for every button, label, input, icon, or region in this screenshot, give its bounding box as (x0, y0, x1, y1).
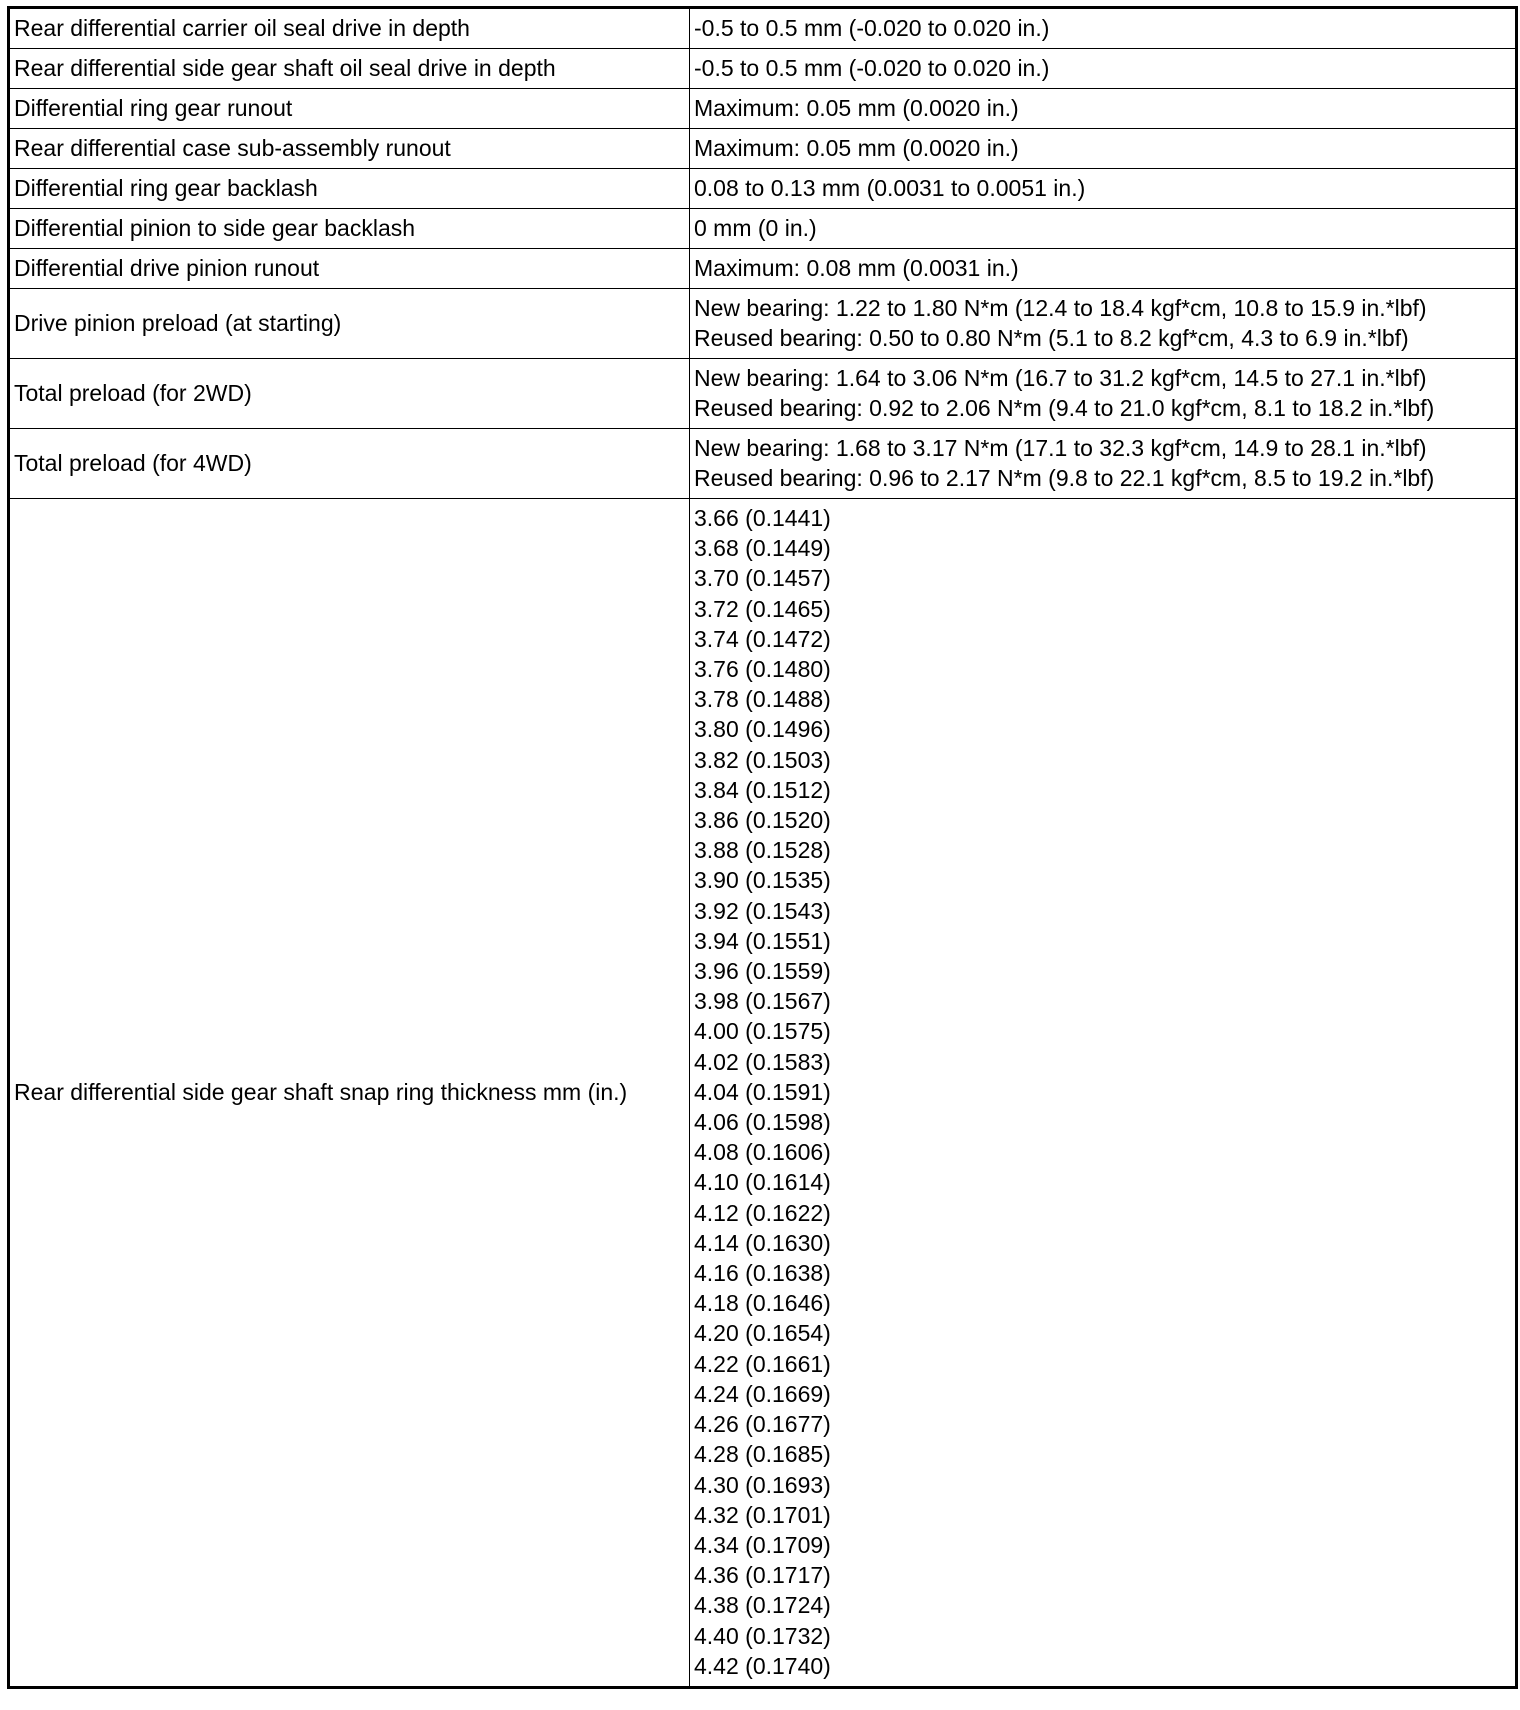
snap-ring-thickness-item: 3.86 (0.1520) (694, 807, 831, 834)
snap-ring-thickness-item: 4.36 (0.1717) (694, 1562, 831, 1589)
spec-label: Differential ring gear backlash (9, 169, 690, 209)
snap-ring-thickness-item: 3.88 (0.1528) (694, 837, 831, 864)
preload-label: Drive pinion preload (at starting) (9, 289, 690, 359)
snap-ring-thickness-item: 4.06 (0.1598) (694, 1109, 831, 1136)
snap-ring-thickness-item: 3.92 (0.1543) (694, 897, 831, 924)
table-row (9, 429, 1517, 499)
snap-ring-thickness-item: 4.26 (0.1677) (694, 1411, 831, 1438)
table-row (9, 359, 1517, 429)
snap-ring-values (690, 499, 1517, 1688)
snap-ring-thickness-item: 4.28 (0.1685) (694, 1441, 831, 1468)
spec-label: Rear differential side gear shaft oil seal drive in depth (9, 49, 690, 89)
spec-value: Maximum: 0.05 mm (0.0020 in.) (690, 129, 1517, 169)
snap-ring-thickness-item: 4.24 (0.1669) (694, 1380, 831, 1407)
snap-ring-thickness-item: 4.12 (0.1622) (694, 1199, 831, 1226)
spec-label: Differential drive pinion runout (9, 249, 690, 289)
snap-ring-thickness-item: 3.84 (0.1512) (694, 776, 831, 803)
preload-value (690, 359, 1517, 429)
reused-bearing-value: Reused bearing: 0.50 to 0.80 N*m (5.1 to 8.2 kgf*cm, 4.3 to 6.9 in.*lbf) (694, 325, 1409, 351)
snap-ring-thickness-item: 4.04 (0.1591) (694, 1078, 831, 1105)
snap-ring-thickness-item: 4.00 (0.1575) (694, 1018, 831, 1045)
snap-ring-thickness-item: 4.34 (0.1709) (694, 1531, 831, 1558)
table-row (9, 289, 1517, 359)
snap-ring-thickness-item: 3.78 (0.1488) (694, 686, 831, 713)
spec-value: 0 mm (0 in.) (690, 209, 1517, 249)
spec-label: Differential pinion to side gear backlash (9, 209, 690, 249)
spec-label: Rear differential case sub-assembly runout (9, 129, 690, 169)
table-row (9, 89, 1517, 129)
reused-bearing-value: Reused bearing: 0.96 to 2.17 N*m (9.8 to 22.1 kgf*cm, 8.5 to 19.2 in.*lbf) (694, 465, 1435, 491)
snap-ring-thickness-item: 4.08 (0.1606) (694, 1139, 831, 1166)
spec-value: Maximum: 0.05 mm (0.0020 in.) (690, 89, 1517, 129)
snap-ring-thickness-item: 4.22 (0.1661) (694, 1350, 831, 1377)
snap-ring-thickness-item: 3.72 (0.1465) (694, 595, 831, 622)
snap-ring-thickness-item: 4.40 (0.1732) (694, 1622, 831, 1649)
snap-ring-thickness-item: 4.16 (0.1638) (694, 1260, 831, 1287)
preload-label: Total preload (for 2WD) (9, 359, 690, 429)
table-row (9, 209, 1517, 249)
snap-ring-thickness-item: 3.98 (0.1567) (694, 988, 831, 1015)
spec-value: -0.5 to 0.5 mm (-0.020 to 0.020 in.) (690, 8, 1517, 49)
reused-bearing-value: Reused bearing: 0.92 to 2.06 N*m (9.4 to 21.0 kgf*cm, 8.1 to 18.2 in.*lbf) (694, 395, 1435, 421)
table-row (9, 169, 1517, 209)
preload-label: Total preload (for 4WD) (9, 429, 690, 499)
table-row (9, 49, 1517, 89)
specification-table (7, 6, 1518, 1689)
snap-ring-thickness-item: 4.30 (0.1693) (694, 1471, 831, 1498)
snap-ring-thickness-item: 3.74 (0.1472) (694, 625, 831, 652)
snap-ring-thickness-item: 3.76 (0.1480) (694, 656, 831, 683)
spec-label: Differential ring gear runout (9, 89, 690, 129)
table-row (9, 8, 1517, 49)
snap-ring-thickness-item: 4.38 (0.1724) (694, 1592, 831, 1619)
spec-value: 0.08 to 0.13 mm (0.0031 to 0.0051 in.) (690, 169, 1517, 209)
snap-ring-label: Rear differential side gear shaft snap ring thickness mm (in.) (9, 499, 690, 1688)
table-row (9, 499, 1517, 1688)
snap-ring-thickness-item: 3.82 (0.1503) (694, 746, 831, 773)
spec-label: Rear differential carrier oil seal drive in depth (9, 8, 690, 49)
new-bearing-value: New bearing: 1.64 to 3.06 N*m (16.7 to 31.2 kgf*cm, 14.5 to 27.1 in.*lbf) (694, 365, 1427, 391)
snap-ring-thickness-item: 4.02 (0.1583) (694, 1048, 831, 1075)
preload-value (690, 429, 1517, 499)
snap-ring-thickness-item: 4.10 (0.1614) (694, 1169, 831, 1196)
snap-ring-thickness-item: 3.70 (0.1457) (694, 565, 831, 592)
snap-ring-thickness-item: 3.90 (0.1535) (694, 867, 831, 894)
snap-ring-thickness-item: 4.14 (0.1630) (694, 1229, 831, 1256)
snap-ring-thickness-item: 4.32 (0.1701) (694, 1501, 831, 1528)
table-row (9, 249, 1517, 289)
new-bearing-value: New bearing: 1.22 to 1.80 N*m (12.4 to 18.4 kgf*cm, 10.8 to 15.9 in.*lbf) (694, 295, 1427, 321)
snap-ring-thickness-item: 3.66 (0.1441) (694, 505, 831, 531)
spec-value: -0.5 to 0.5 mm (-0.020 to 0.020 in.) (690, 49, 1517, 89)
preload-value (690, 289, 1517, 359)
table-row (9, 129, 1517, 169)
snap-ring-thickness-item: 4.42 (0.1740) (694, 1652, 831, 1679)
snap-ring-thickness-item: 4.20 (0.1654) (694, 1320, 831, 1347)
new-bearing-value: New bearing: 1.68 to 3.17 N*m (17.1 to 32.3 kgf*cm, 14.9 to 28.1 in.*lbf) (694, 435, 1427, 461)
snap-ring-thickness-item: 3.96 (0.1559) (694, 958, 831, 985)
snap-ring-thickness-item: 3.80 (0.1496) (694, 716, 831, 743)
snap-ring-thickness-item: 3.94 (0.1551) (694, 927, 831, 954)
snap-ring-thickness-item: 3.68 (0.1449) (694, 535, 831, 562)
snap-ring-thickness-item: 4.18 (0.1646) (694, 1290, 831, 1317)
spec-value: Maximum: 0.08 mm (0.0031 in.) (690, 249, 1517, 289)
